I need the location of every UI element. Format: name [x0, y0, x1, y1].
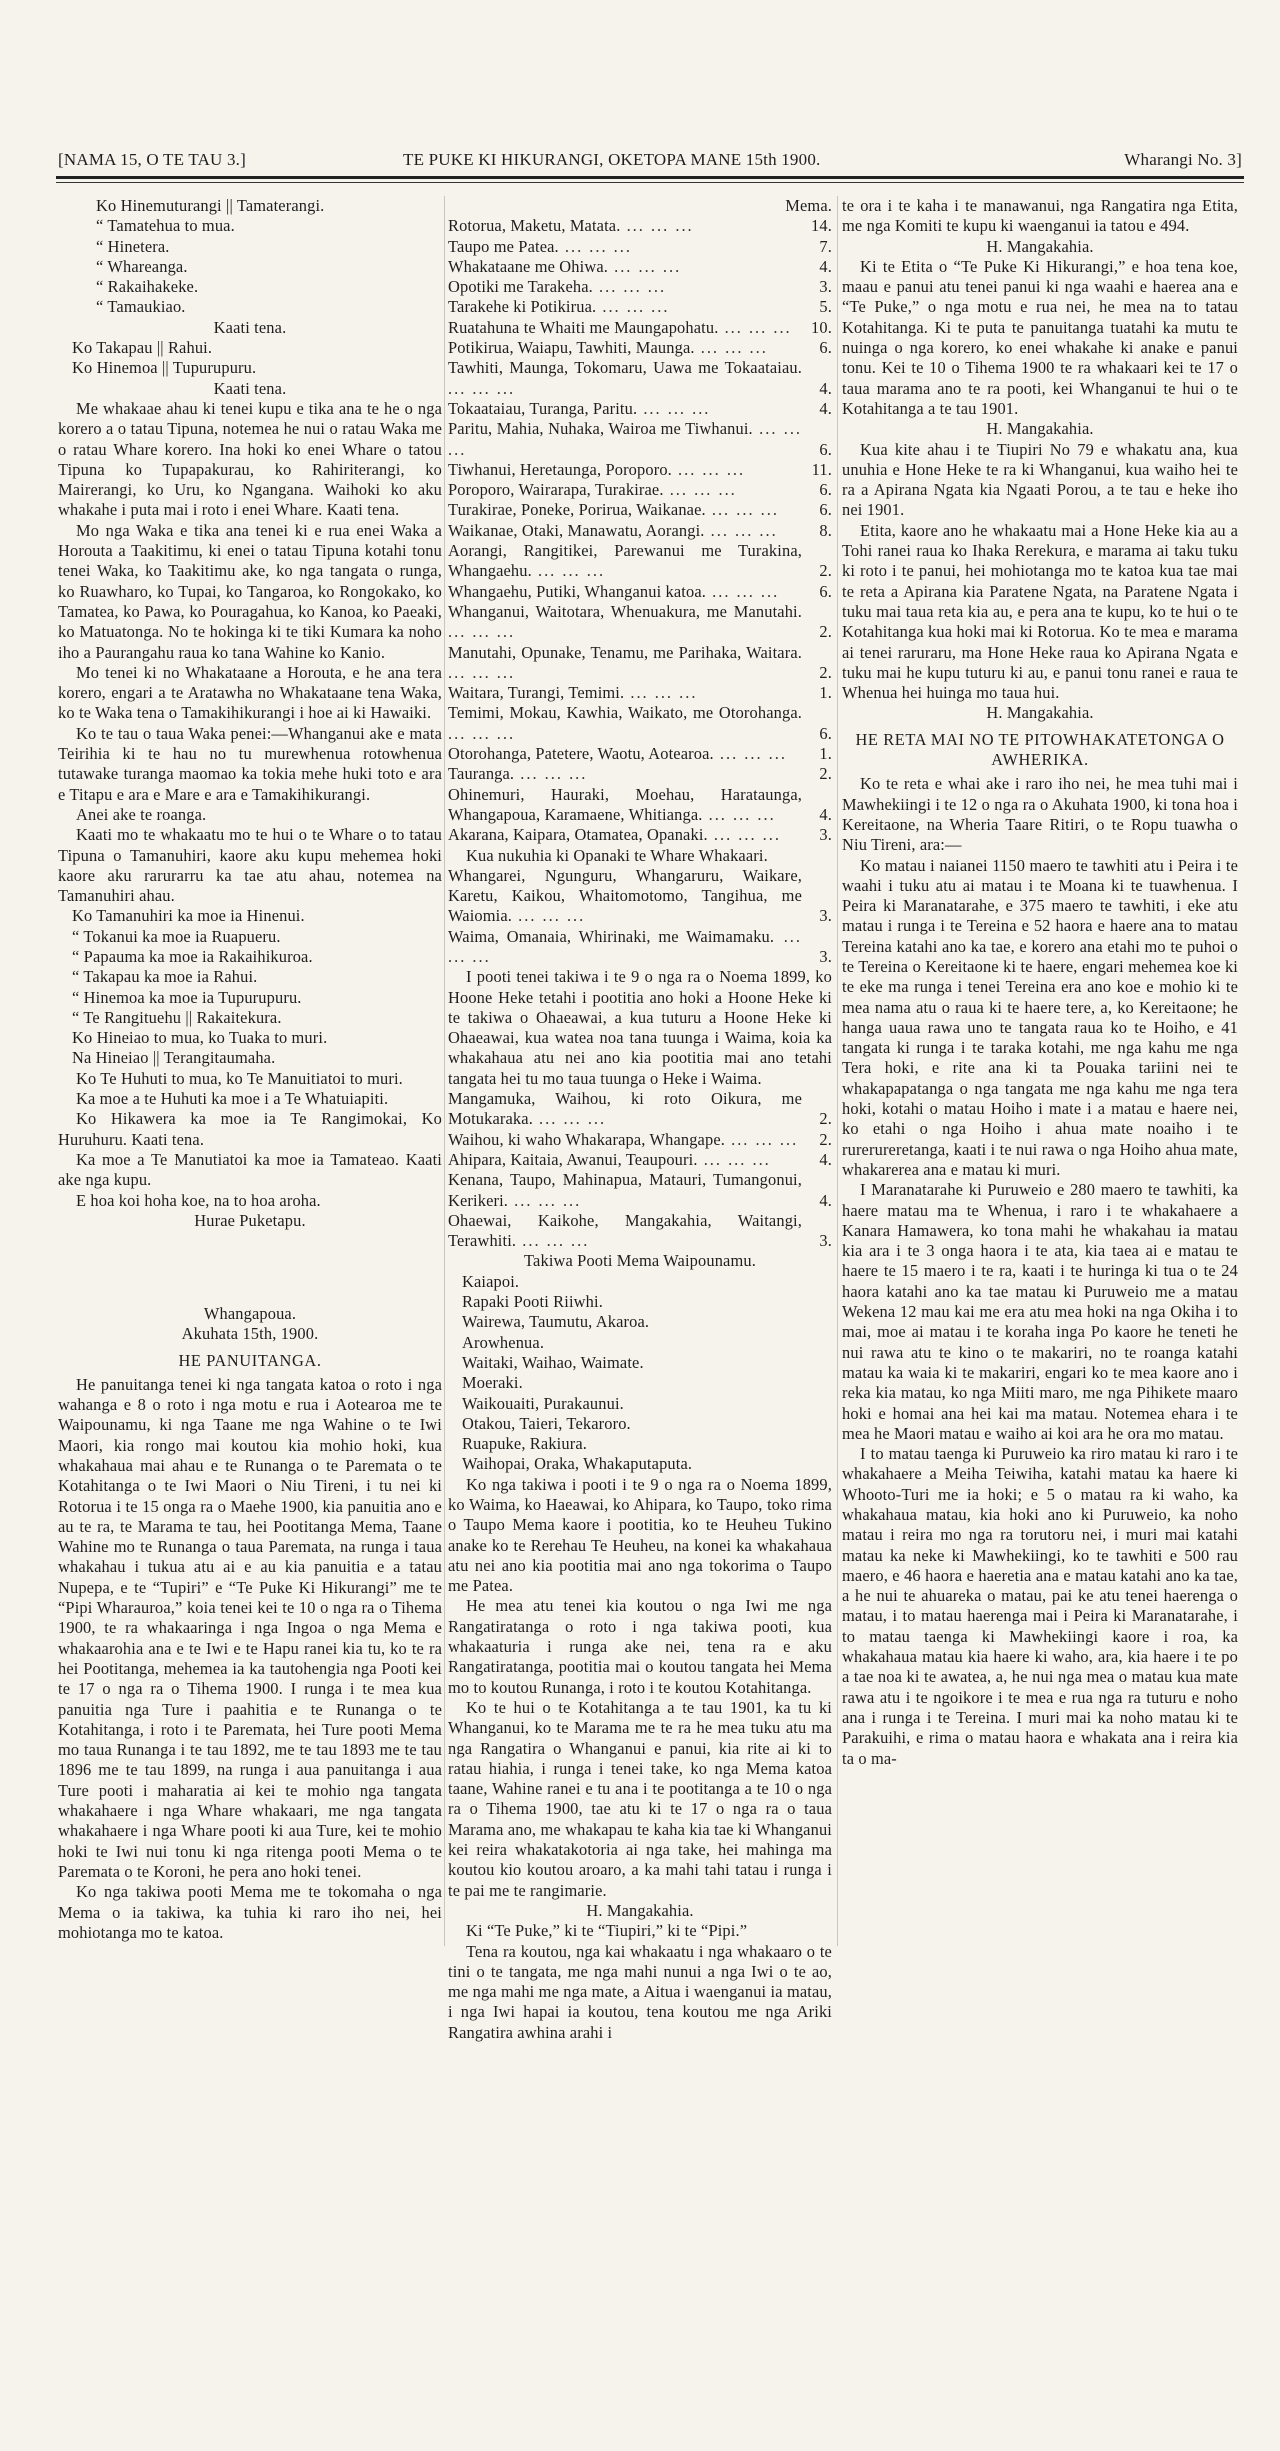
electorate-entry [448, 825, 832, 845]
section-heading: HE RETA MAI NO TE PITOWHAKATETONGA O AWHERIKA. [855, 729, 1225, 770]
paragraph: Kua nukuhia ki Opanaki te Whare Whakaari. [466, 845, 768, 865]
electorate-entry [448, 277, 832, 297]
spacer [58, 1248, 442, 1288]
list-line: Ruapuke, Rakiura. [462, 1434, 587, 1454]
dot-leader: ... ... ... [448, 622, 516, 642]
column-divider [444, 196, 445, 1946]
electorate-name: Ahipara, Kaitaia, Awanui, Teaupouri. [448, 1149, 698, 1169]
electorate-name: Waikanae, Otaki, Manawatu, Aorangi. [448, 520, 705, 540]
electorate-name: Ohaewai, Kaikohe, Mangakahia, Waitangi, Terawhiti. [448, 1210, 802, 1251]
paragraph: Ko te tau o taua Waka penei:—Whanganui ake e mata Teirihia ki te hau no tu murewhenua rotowhenua tutawake turanga maomao ka tokia mehe huki toto e ara e Titapu e ara e Mare e ara e Tamakihikurangi. [58, 723, 442, 804]
member-count: 6. [819, 480, 832, 500]
dot-leader: ... ... ... [713, 744, 787, 764]
centered-line: Kaati tena. [213, 378, 287, 398]
electorate-name: Whangaehu, Putiki, Whanganui katoa. [448, 581, 707, 601]
electorate-entry [448, 764, 832, 784]
member-count: 6. [819, 581, 832, 601]
list-line: Ko Tamanuhiri ka moe ia Hinenui. [72, 906, 305, 926]
section-heading: HE PANUITANGA. [178, 1350, 322, 1370]
electorate-name: Potikirua, Waiapu, Tawhiti, Maunga. [448, 338, 695, 358]
list-line: Waihopai, Oraka, Whakaputaputa. [462, 1454, 693, 1474]
newspaper-title-date: TE PUKE KI HIKURANGI, OKETOPA MANE 15th 1900. [403, 150, 821, 169]
dot-leader: ... ... ... [448, 723, 516, 743]
paragraph: E hoa koi hoha koe, na to hoa aroha. [76, 1190, 321, 1210]
paragraph: Ko nga takiwa i pooti i te 9 o nga ra o Noema 1899, ko Waima, ko Haeawai, ko Ahipara, ko Taupo, toko rima o Taupo Mema kaore i pootitia, ko te Heuheu Tukino anake ko te Rerehau Te Heuheu, na konei ka whakahaua atu nei ano kia pootitia mai ano nga tokorima o Taupo me Patea. [448, 1474, 832, 1596]
list-line: “ Te Rangituehu || Rakaitekura. [72, 1007, 282, 1027]
electorate-name: Taupo me Patea. [448, 236, 559, 256]
dot-leader: ... ... ... [531, 561, 606, 581]
column-1 [58, 196, 442, 1943]
member-count: 14. [811, 216, 832, 236]
column-divider [837, 196, 838, 1946]
electorate-entry [448, 257, 832, 277]
column-2 [448, 196, 832, 2043]
electorate-entry [448, 582, 832, 602]
member-count: 11. [811, 459, 832, 479]
signature: H. Mangakahia. [986, 703, 1094, 723]
paragraph: Ko Te Huhuti to mua, ko Te Manuitiatoi to muri. [76, 1068, 403, 1088]
genealogy-line: Ko Hinemuturangi || Tamaterangi. [96, 196, 325, 215]
electorate-name: Tokaataiau, Turanga, Paritu. [448, 398, 638, 418]
dot-leader: ... ... ... [532, 1109, 607, 1129]
list-line: Moeraki. [462, 1373, 523, 1393]
paragraph: Ki te Etita o “Te Puke Ki Hikurangi,” e hoa tena koe, maau e panui atu tenei panui ki nga waahi e haerea ana e “Te Puke,” o nga motu e rua nei, he mea na to tatau Kotahitanga. Ki te puta te panuitanga tuatahi ka mutu te nuinga o nga korero, ko enei whakahe ki anake e panui tonu. Kei te 10 o Tihema 1900 te ra whakaari kei te 17 o taua marama ano te ra pooti, kei Whanganui te hui o te Kotahitanga a te tau 1901. [842, 256, 1238, 418]
electorate-name: Akarana, Kaipara, Otamatea, Opanaki. [448, 825, 708, 845]
dot-leader: ... ... ... [697, 1149, 771, 1169]
electorate-name: Whangarei, Ngunguru, Whangaruru, Waikare, Karetu, Kaikou, Whaitomotomo, Tangihua, me Waiomia. [448, 865, 802, 926]
dot-leader: ... ... ... [508, 1190, 582, 1210]
paragraph: Anei ake te roanga. [76, 804, 207, 824]
member-count: 3. [819, 946, 832, 966]
member-count: 2. [819, 764, 832, 784]
electorate-entry [448, 643, 832, 684]
dot-leader: ... ... ... [448, 419, 803, 459]
dot-leader: ... ... ... [514, 764, 588, 784]
list-line: Ko Hineiao to mua, ko Tuaka to muri. [72, 1028, 328, 1048]
electorate-entry [448, 216, 832, 236]
centered-line: Whangapoua. [203, 1303, 297, 1323]
paragraph: Kua kite ahau i te Tiupiri No 79 e whakatu ana, kua unuhia e Hone Heke te ra ki Whanganui, kua waiho hei te ra a Apirana Ngata kia Ngaati Porou, a te tau e heke iho nei 1901. [842, 439, 1238, 520]
paragraph: Tena ra koutou, nga kai whakaatu i nga whakaaro o te tini o te tangata, me nga mahi nunui a nga Iwi o te ao, me nga mahi me nga mate, a Aitua i waenganui ia matau, i nga Iwi hapai ia koutou, tena koutou me nga Ariki Rangatira awhina arahi i [448, 1941, 832, 2042]
member-count: 2. [819, 1109, 832, 1129]
paragraph: He panuitanga tenei ki nga tangata katoa o roto i nga wahanga e 8 o roto i nga motu e rua i Aotearoa me te Waipounamu, ki nga Taane me nga Wahine o te Iwi Maori, kia rongo mai koutou kia mohio hoki, kua whakahaua mai ahau e te Runanga o te Paremata o te Kotahitanga o te Iwi Maori o Niu Tireni, i tu nei ki Rotorua i te 15 onga ra o Maehe 1900, kia panuitia ano e au te ra, te Marama te tau, hei Pootitanga Mema, Taane Wahine mo te Runanga o taua Paremata, na runga i taua whakahau i tukua atu ai e au kia panuitia e a tatau Nupepa, e te “Tupiri” e “Te Puke Ki Hikurangi” me te “Pipi Wharauroa,” koia tenei kei te 10 o nga ra o Tihema 1900, te ra whakaaringa i nga Ingoa o nga Mema e whakaarohia ana e te Iwi e te Hapu ranei kia tu, ko te ra hei Pootitanga, mehemea ia ka tautohengia nga Pooti kei te 17 o nga ra o Tihema 1900. I runga i te mea kua panuitia nga Ture i paahitia e te Runanga o te Kotahitanga, i roto i te Paremata, hei Ture pooti Mema mo taua Runanga i te tau 1892, me te tau 1893 me te tau 1896 me te tau 1899, na runga i aua panuitanga i aua Ture pooti i maharatia ai kei te mohio nga tangata whakahaere i nga Whare whakaari, me nga tangata whakahaere i nga Whare pooti ki aua Ture, kei te mohio hoki te Iwi nui tonu ki nga ritenga pooti Mema o te Paremata o te Koroni, he pera ano hoki tenei. [58, 1374, 442, 1881]
dot-leader: ... ... ... [516, 1231, 590, 1251]
member-count: 7. [819, 236, 832, 256]
member-count: 8. [819, 520, 832, 540]
electorate-entry [448, 1150, 832, 1170]
electorate-entry [448, 399, 832, 419]
paragraph: I to matau taenga ki Puruweio ka riro matau ki raro i te whakahaere a Meiha Teiwiha, katahi matau ka haere ki Whooto-Turi me ia hoki; e 5 o matau ra ki waho, ka whakahaua matau, kia hoki ano ki Puruweio, ka noho matau i reira mo nga ra torutoru nei, i muri mai katahi matau ka neke ki Mawhekiingi, ko te tawhiti e 500 rau maero, e 46 haora e haeretia ana e matau katahi ano ka tae, a he nui te ahuareka o matau, pai ke atu tenei haerenga o matau, i to matau haerenga mai i Peira ki Maranatarahe, i to matau taenga ki Mawhekiingi kaore i roa, ka whakahaua matau kia haere ki waho, ara, kia haere i te po a tae noa ki te awatea, a, he nui nga mea o matau kua mate rawa atu i te ngoikore i te mea e rua nga ra tuturu e noho ana i runga i te Tereina. I muri mai ka noho matau ki te Parakuihi, e rima o matau haora e whakata ana i reira kia ta o ma- [842, 1444, 1238, 1768]
dot-leader: ... ... ... [592, 277, 667, 297]
dot-leader: ... ... ... [448, 378, 516, 398]
list-line: Otakou, Taieri, Tekaroro. [462, 1413, 631, 1433]
paragraph: Ko matau i naianei 1150 maero te tawhiti atu i Peira i te waahi i tuku atu ai matau i te Moana ki te tuawhenua. I Peira ki Maranatarahe, e 375 maero te tawhiti, i eke atu matau i runga i te Tereina e 52 haora e haere ana to matau Tereina katahi ano ka tae, e korero ana etahi mo te puhoi o te Tereina o Kereitaone ki te haere, engari mehemea koe ki te eke ma runga i tenei Tereina era ano koe e mohio ki te mea nama atu o raua ki te haere tere, a, ko Kereitaone; he hanga uaua rawa uno te tangata raua ko te Hoiho, e 41 tangata ki runga i te taraka kotahi, me nga kahu me nga Tera hoki, e rite ana ki ta Pouaka tariini nei te whakapapatanga o nga tangata me nga kahu me nga tera hoki, kotahi o matau Hoiho i mate i a matau e haere nei, ko etahi o nga Hoiho i ahua mate noaiho i te rurerureretanga, kaati i te nui rawa o nga Hoiho ahua mate, whakarerea ana e matau ki muri. [842, 855, 1238, 1179]
electorate-name: Tarakehe ki Potikirua. [448, 297, 597, 317]
paragraph: Ka moe a Te Manutiatoi ka moe ia Tamateao. Kaati ake nga kupu. [58, 1149, 442, 1190]
paragraph: He mea atu tenei kia koutou o nga Iwi me nga Rangatiratanga o roto i nga takiwa pooti, kua whakaaturia i runga ake nei, tena ra e aku Rangatiratanga, pootitia mai o koutou tangata hei Mema mo to koutou Runanga, i roto i te koutou Kotahitanga. [448, 1596, 832, 1697]
paragraph: Ko te reta e whai ake i raro iho nei, he mea tuhi mai i Mawhekiingi i te 12 o nga ra o Akuhata 1900, ki tona hoa i Kereitaone, na Wheria Taare Ritiri, o te Ropu tuawha o Niu Tireni, ara:— [842, 774, 1238, 855]
electorate-entry [448, 338, 832, 358]
electorate-entry [448, 927, 832, 968]
member-count: 6. [819, 723, 832, 743]
member-count: 2. [819, 561, 832, 581]
electorate-name: Tiwhanui, Heretaunga, Poroporo. [448, 459, 672, 479]
dot-leader: ... ... ... [704, 520, 778, 540]
list-line: Ko Hinemoa || Tupurupuru. [72, 358, 257, 378]
electorate-name: Paritu, Mahia, Nuhaka, Wairoa me Tiwhanui. [448, 419, 753, 439]
centered-line: Kaati tena. [213, 317, 287, 337]
signature: H. Mangakahia. [986, 419, 1094, 439]
paragraph: Mo nga Waka e tika ana tenei ki e rua enei Waka a Horouta a Taakitimu, ki enei o tatau Tipuna kotahi tonu tenei Waka, ko Taakitimu ake, ko nga tangata o runga, ko Ruawharo, ko Tupai, ko Tangaroa, ko Rongokako, ko Tamatea, ko Pawa, ko Pouragahua, ko Kanoa, ko Paeaki, ko Matuatonga. No te hokinga ki te tiki Kumara ka noho iho a Paurangahu raua ko tana Wahine ko Kanio. [58, 520, 442, 662]
dot-leader: ... ... ... [663, 480, 737, 500]
member-count: 3. [819, 277, 832, 297]
electorate-entry [448, 419, 832, 460]
paragraph: Ko Hikawera ka moe ia Te Rangimokai, Ko Huruhuru. Kaati tena. [58, 1109, 442, 1149]
dot-leader: ... ... ... [512, 906, 586, 926]
electorate-name: Poroporo, Wairarapa, Turakirae. [448, 480, 664, 500]
electorate-entry [448, 1130, 832, 1150]
member-count: 2. [819, 662, 832, 682]
paragraph: Etita, kaore ano he whakaatu mai a Hone Heke kia au a Tohi ranei raua ko Ihaka Rerekura, e marama ai taku tuku ki roto i te panui, hei mohiotanga mo te katoa kua tae mai te reta a Apirana kia Paratene Ngata, na Paratene Ngata i tuku mai taua reta kia au, e pera ana te kupu, ko te hui o te Kotahitanga kua hoki mai ki Rotorua. Ko te mea e marama ai tenei raruraru, ma Hone Heke raua ko Apirana Ngata e tuku mai he kupu tuturu ki au, e panui tonu ranei e raua te Whenua hei huinga mo taua hui. [842, 520, 1238, 703]
dot-leader: ... ... ... [705, 500, 779, 520]
electorate-name: Opotiki me Tarakeha. [448, 277, 593, 297]
electorate-entry [448, 318, 832, 338]
dot-leader: ... ... ... [596, 297, 670, 317]
electorate-name: Tauranga. [448, 764, 515, 784]
masthead-rule-thin [56, 182, 1244, 183]
genealogy-line: “ Rakaihakeke. [96, 277, 199, 297]
dot-leader: ... ... ... [637, 398, 711, 418]
list-line: Rapaki Pooti Riiwhi. [462, 1292, 603, 1312]
electorate-entry [448, 297, 832, 317]
dot-leader: ... ... ... [448, 662, 516, 682]
dot-leader: ... ... ... [671, 459, 746, 479]
electorate-entry [448, 785, 832, 826]
electorate-entry [448, 237, 832, 257]
masthead [58, 150, 1242, 172]
list-line: “ Hinemoa ka moe ia Tupurupuru. [72, 987, 302, 1007]
electorate-name: Rotorua, Maketu, Matata. [448, 216, 621, 236]
member-count: 1. [819, 744, 832, 764]
dot-leader: ... ... ... [702, 804, 776, 824]
list-line: Na Hineiao || Terangitaumaha. [72, 1048, 276, 1068]
electorate-entry [448, 480, 832, 500]
paragraph: Mo tenei ki no Whakataane a Horouta, e he ana tera korero, engari a te Aratawha no Whakataane tena Waka, ko te Waka tena o Tamakihikurangi i hoe ai ki Hawaiki. [58, 662, 442, 723]
dot-leader: ... ... ... [558, 236, 632, 256]
dot-leader: ... ... ... [608, 256, 682, 276]
member-count: 2. [819, 622, 832, 642]
electorate-entry [448, 541, 832, 582]
signature: Hurae Puketapu. [194, 1210, 306, 1230]
member-count: 3. [819, 906, 832, 926]
electorate-entry [448, 744, 832, 764]
dot-leader: ... ... ... [725, 1129, 799, 1149]
electorate-entry [448, 1089, 832, 1130]
paragraph: I Maranatarahe ki Puruweio e 280 maero te tawhiti, ka haere matau ma te Whenua, i raro i te whakahaere a Kanara Hamawera, ko tona mahi he whakahau ia matau kia ara i te 3 onga haora i te ata, kia taea ai e matau te haere te 15 maero i te ra, kaati i te huringa ki tua o te 24 haora katahi ano ka tae matau ki Puruweio me a matau Wekena 12 mau kai me era atu mea hoki na nga Okiha i to mai, moe ai matau i te koraha inga Po kaore he teneti he nui rawa atu te kino o te makariri, no te roanga katahi matau ka waia ki te makariri, engari ko te mea kaore ano i reka kia matau, ko nga Miiti maro, me nga Pihikete maaro hoki e homai ana hei kai ma matau. Notemea ehara i te mea he Maori matau e waiho ai koi ara he ora mo matau. [842, 1180, 1238, 1443]
list-line: Arowhenua. [462, 1332, 545, 1352]
page-number: Wharangi No. 3] [1124, 150, 1242, 169]
paragraph: I pooti tenei takiwa i te 9 o nga ra o Noema 1899, ko Hoone Heke tetahi i pootitia ano hoki a Hoone Heke ki te takiwa o Ohaeawai, a kua tuturu a Hoone Heke ki Ohaeawai, kua watea noa tana tuunga i Waima, koia ka whakahaua atu nei ano kia pootitia mai ano tetahi tangata hei tu mo taua tuunga o Heke i Waima. [448, 967, 832, 1088]
member-count: 4. [819, 804, 832, 824]
dot-leader: ... ... ... [707, 825, 781, 845]
member-count: 1. [819, 683, 832, 703]
dot-leader: ... ... ... [706, 581, 780, 601]
electorate-entry [448, 521, 832, 541]
paragraph: Me whakaae ahau ki tenei kupu e tika ana te he o nga korero a o tatau Tipuna, notemea he nui o ratau Waka me o ratau Whare korero. Ina hoki ko enei Whare o tatou Tipuna ko Tupapakurau, ko Rahiriterangi, ko Mairerangi, ko Uru, ko Ngangana. Waihoki ko aku whakahe i puta mai i roto i enei Whare. Kaati tena. [58, 398, 442, 520]
electorate-entry [448, 703, 832, 744]
centered-line: Akuhata 15th, 1900. [181, 1324, 319, 1344]
electorate-entry [448, 866, 832, 927]
electorate-name: Whanganui, Waitotara, Whenuakura, me Manutahi. [448, 601, 802, 621]
electorate-name: Tawhiti, Maunga, Tokomaru, Uawa me Tokaataiau. [448, 358, 802, 378]
list-line: Wairewa, Taumutu, Akaroa. [462, 1312, 650, 1332]
masthead-rule [56, 176, 1244, 179]
electorate-name: Manutahi, Opunake, Tenamu, me Parihaka, Waitara. [448, 642, 802, 662]
electorate-entry [448, 602, 832, 643]
electorate-name: Ohinemuri, Hauraki, Moehau, Harataunga, Whangapoua, Karamaene, Whitianga. [448, 784, 802, 824]
genealogy-line: “ Hinetera. [96, 236, 170, 256]
electorate-name: Waima, Omanaia, Whirinaki, me Waimamaku. [448, 926, 775, 946]
column-3 [842, 196, 1238, 1769]
electorate-entry [448, 500, 832, 520]
centered-line: Takiwa Pooti Mema Waipounamu. [524, 1251, 756, 1271]
member-count: 3. [819, 1231, 832, 1251]
paragraph: Kaati mo te whakaatu mo te hui o te Whare o to tatau Tipuna o Tamanuhiri, kaore aku kupu mehemea hoki kaore aku rarurarru ka tae atu ahau, notemea na Tamanuhiri ahau. [58, 825, 442, 906]
list-line: “ Papauma ka moe ia Rakaihikuroa. [72, 946, 313, 966]
member-count: 4. [819, 398, 832, 418]
list-line: “ Takapau ka moe ia Rahui. [72, 967, 258, 987]
member-count: 3. [819, 825, 832, 845]
electorate-name: Waihou, ki waho Whakarapa, Whangape. [448, 1129, 726, 1149]
electorate-name: Whakataane me Ohiwa. [448, 256, 608, 276]
electorate-entry [448, 1170, 832, 1211]
member-count: 2. [819, 1129, 832, 1149]
member-count: 4. [819, 1190, 832, 1210]
dot-leader: ... ... ... [624, 683, 698, 703]
electorate-name: Mangamuka, Waihou, ki roto Oikura, me Motukaraka. [448, 1089, 802, 1129]
member-count: 4. [819, 378, 832, 398]
signature: H. Mangakahia. [986, 236, 1094, 256]
electorate-name: Waitara, Turangi, Temimi. [448, 683, 625, 703]
paragraph: Ka moe a te Huhuti ka moe i a Te Whatuiapiti. [76, 1089, 389, 1109]
electorate-entry [448, 460, 832, 480]
electorate-entry [448, 683, 832, 703]
electorate-name: Turakirae, Poneke, Porirua, Waikanae. [448, 500, 706, 520]
list-line: Ko Takapau || Rahui. [72, 338, 213, 358]
dot-leader: ... ... ... [448, 926, 802, 966]
electorate-name: Temimi, Mokau, Kawhia, Waikato, me Otorohanga. [448, 703, 802, 723]
electorate-name: Ruatahuna te Whaiti me Maungapohatu. [448, 317, 719, 337]
list-line: Waitaki, Waihao, Waimate. [462, 1352, 644, 1372]
paragraph-continued: te ora i te kaha i te manawanui, nga Rangatira nga Etita, me nga Komiti te kupu ki waenganui ia tatou e 494. [842, 196, 1238, 236]
member-count: 4. [819, 1149, 832, 1169]
electorate-name: Otorohanga, Patetere, Waotu, Aotearoa. [448, 744, 714, 764]
member-count: 6. [819, 338, 832, 358]
dot-leader: ... ... ... [718, 317, 792, 337]
paragraph: Ki “Te Puke,” ki te “Tiupiri,” ki te “Pipi.” [466, 1921, 748, 1941]
member-count: 10. [811, 317, 832, 337]
paragraph: Ko te hui o te Kotahitanga a te tau 1901, ka tu ki Whanganui, ko te Marama me te ra he mea tuku atu ma nga Rangatira o Whanganui e panui, kia rite ai ki to ratau hiahia, i runga i tenei take, ko nga Mema katoa taane, Wahine ranei e tu ana i te pootitanga a te 10 o nga ra o Tihema 1900, tae atu ki te 17 o nga ra o taua Marama ano, me whakapau te kaha kia tae ki Whanganui kei reira whakatakotoria ai nga take, hei mahinga ma koutou kio koutou aroaro, a ka mahi tahi tatau i runga i te pai me te rangimarie. [448, 1697, 832, 1900]
member-count: 6. [819, 500, 832, 520]
electorate-entry [448, 1211, 832, 1252]
list-line: “ Tokanui ka moe ia Ruapueru. [72, 926, 281, 946]
member-count: 6. [819, 439, 832, 459]
list-line: Waikouaiti, Purakaunui. [462, 1393, 624, 1413]
member-count: 4. [819, 256, 832, 276]
electorate-entry [448, 358, 832, 399]
signature: H. Mangakahia. [586, 1900, 694, 1920]
member-count: 5. [819, 297, 832, 317]
dot-leader: ... ... ... [620, 216, 694, 236]
column-header: Mema. [785, 196, 832, 215]
genealogy-line: “ Tamaukiao. [96, 297, 186, 317]
dot-leader: ... ... ... [694, 338, 768, 358]
electorate-name: Kenana, Taupo, Mahinapua, Matauri, Tumangonui, Kerikeri. [448, 1170, 802, 1210]
genealogy-line: “ Tamatehua to mua. [96, 216, 235, 236]
genealogy-line: “ Whareanga. [96, 256, 188, 276]
paragraph: Ko nga takiwa pooti Mema me te tokomaha o nga Mema o ia takiwa, ka tuhia ki raro iho nei, hei mohiotanga mo te katoa. [58, 1882, 442, 1942]
electorate-name: Aorangi, Rangitikei, Parewanui me Turakina, Whangaehu. [448, 541, 802, 581]
issue-number: [NAMA 15, O TE TAU 3.] [58, 150, 246, 169]
list-line: Kaiapoi. [462, 1271, 520, 1291]
